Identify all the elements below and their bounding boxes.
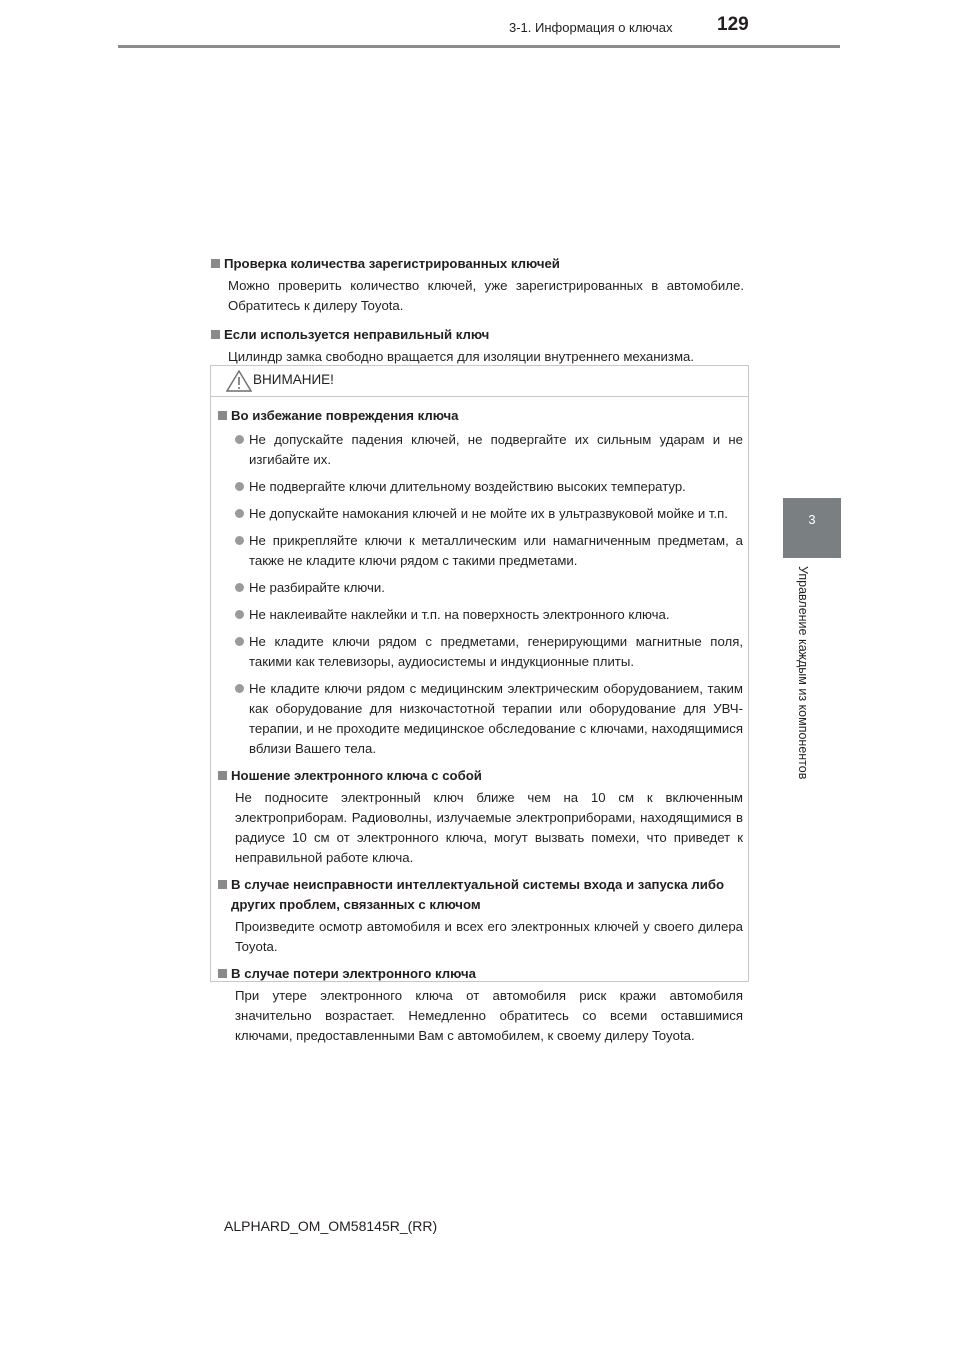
warning-text: Не подносите электронный ключ ближе чем на 10 см к включенным электроприборам. Радиоволны, излучаемые электроприборами, находящимися в радиусе 10 см от электронного ключа, могут вызвать помехи, что приведет к неправильной работе ключа.	[235, 790, 743, 865]
section-title: 3-1. Информация о ключах	[509, 20, 673, 35]
chapter-tab	[783, 498, 841, 558]
warning-bullet: Не прикрепляйте ключи к металлическим или намагниченным предметам, а также не кладите ключи рядом с такими предметами.	[217, 531, 743, 571]
warning-bullet: Не подвергайте ключи длительному воздействию высоких температур.	[217, 477, 743, 497]
warning-text: При утере электронного ключа от автомобиля риск кражи автомобиля значительно возрастает. Немедленно обратитесь со всеми оставшимися ключами, предоставленными Вам с автомобилем, к своему дилеру Toyota.	[235, 988, 743, 1043]
warning-bullet: Не кладите ключи рядом с предметами, генерирующими магнитные поля, такими как телевизоры, аудиосистемы и индукционные плиты.	[217, 632, 743, 672]
section-text: Можно проверить количество ключей, уже зарегистрированных в автомобиле. Обратитесь к дилеру Toyota.	[228, 278, 744, 313]
warning-bullet: Не разбирайте ключи.	[217, 578, 743, 598]
warning-section-malfunction	[217, 875, 743, 957]
chapter-number: 3	[808, 512, 816, 527]
warning-triangle-icon	[226, 370, 252, 392]
page-number: 129	[717, 14, 749, 35]
warning-title: ВНИМАНИЕ!	[253, 372, 334, 387]
chapter-title: Управление каждым из компонентов	[796, 566, 810, 780]
section-heading: Проверка количества зарегистрированных ключей	[210, 254, 744, 274]
document-code: ALPHARD_OM_OM58145R_(RR)	[224, 1218, 438, 1234]
section-wrong-key	[210, 325, 744, 367]
warning-bullet: Не допускайте намокания ключей и не мойте их в ультразвуковой мойке и т.п.	[217, 504, 743, 524]
warning-heading: Ношение электронного ключа с собой	[217, 766, 743, 786]
warning-box	[210, 365, 749, 1043]
section-text: Цилиндр замка свободно вращается для изоляции внутреннего механизма.	[228, 349, 695, 364]
warning-bullet: Не кладите ключи рядом с медицинским электрическим оборудованием, таким как оборудование для низкочастотной терапии или оборудование для УВЧ-терапии, и не проходите медицинское обследование с ключами, находящимися вблизи Вашего тела.	[217, 679, 743, 759]
warning-text: Произведите осмотр автомобиля и всех его электронных ключей у своего дилера Toyota.	[235, 919, 743, 954]
warning-heading: В случае неисправности интеллектуальной системы входа и запуска либо других проблем, связанных с ключом	[217, 875, 743, 915]
warning-heading: Во избежание повреждения ключа	[217, 406, 743, 426]
warning-heading: В случае потери электронного ключа	[217, 964, 743, 984]
warning-section-key-damage	[217, 406, 743, 759]
section-registered-keys	[210, 254, 744, 316]
main-content	[210, 254, 744, 376]
warning-section-lost-key	[217, 964, 743, 1046]
header-divider	[118, 45, 840, 48]
warning-bullet: Не наклеивайте наклейки и т.п. на поверхность электронного ключа.	[217, 605, 743, 625]
warning-section-carrying	[217, 766, 743, 868]
warning-body	[217, 406, 743, 1053]
section-heading: Если используется неправильный ключ	[210, 325, 744, 345]
warning-header	[211, 366, 748, 397]
warning-bullet: Не допускайте падения ключей, не подвергайте их сильным ударам и не изгибайте их.	[217, 430, 743, 470]
